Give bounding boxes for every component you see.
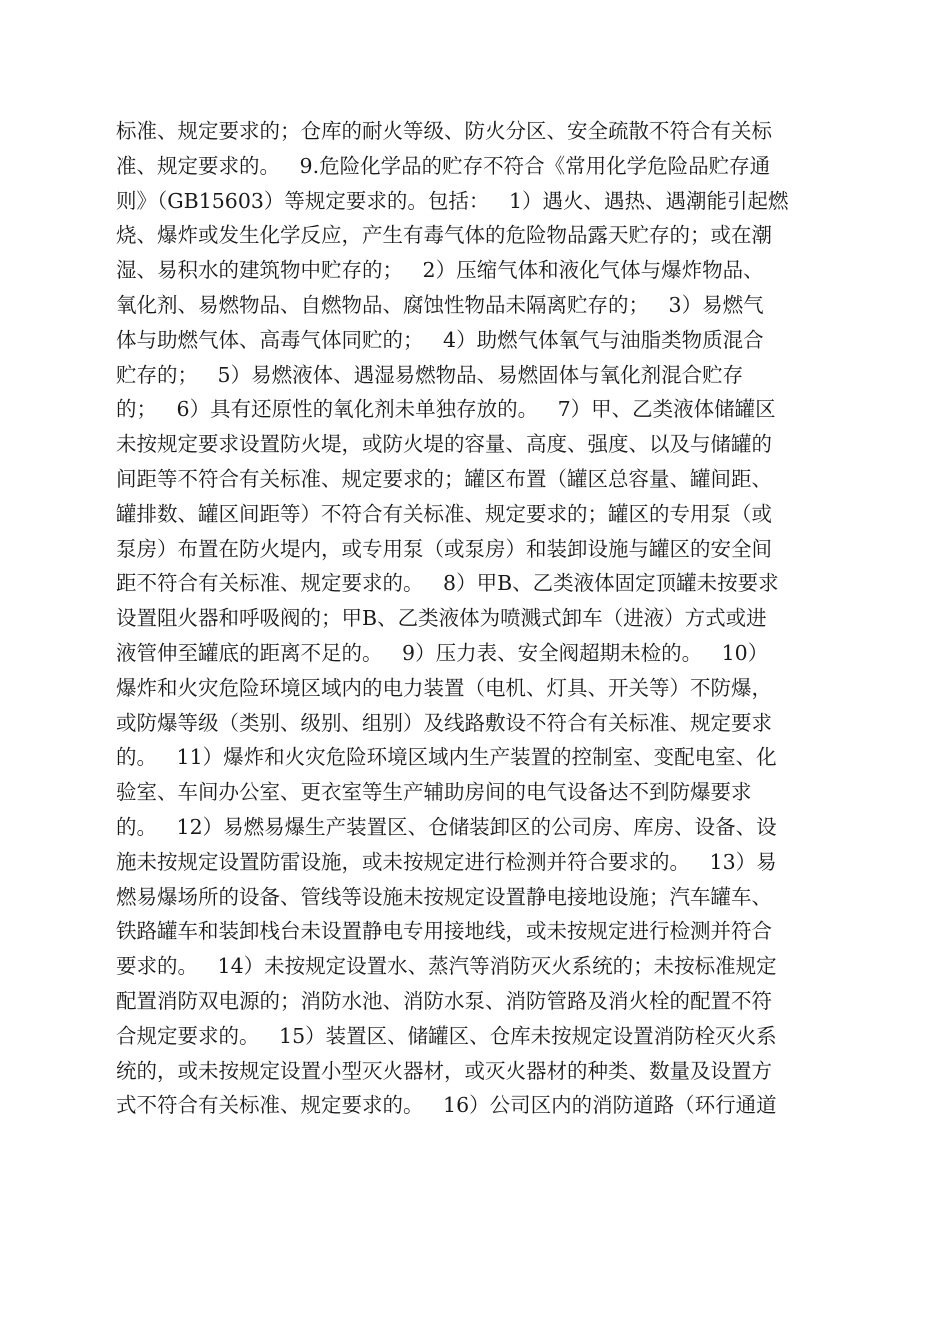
- text-line: 要求的。 14）未按规定设置水、蒸汽等消防灭火系统的；未按标准规定: [116, 954, 777, 979]
- text-line: 未按规定要求设置防火堤，或防火堤的容量、高度、强度、以及与储罐的: [116, 432, 772, 457]
- text-line: 准、规定要求的。 9.危险化学品的贮存不符合《常用化学危险品贮存通: [116, 153, 771, 178]
- text-line: 的； 6）具有还原性的氧化剂未单独存放的。 7）甲、乙类液体储罐区: [116, 397, 776, 422]
- text-line: 铁路罐车和装卸栈台未设置静电专用接地线，或未按规定进行检测并符合: [116, 919, 772, 944]
- text-line: 统的，或未按规定设置小型灭火器材，或灭火器材的种类、数量及设置方: [116, 1058, 772, 1083]
- text-line: 或防爆等级（类别、级别、组别）及线路敷设不符合有关标准、规定要求: [116, 710, 772, 735]
- text-line: 体与助燃气体、高毒气体同贮的； 4）助燃气体氧气与油脂类物质混合: [116, 327, 764, 352]
- text-line: 距不符合有关标准、规定要求的。 8）甲B、乙类液体固定顶罐未按要求: [116, 571, 779, 596]
- text-line: 则》（GB15603）等规定要求的。包括： 1）遇火、遇热、遇潮能引起燃: [116, 188, 789, 213]
- text-line: 氧化剂、易燃物品、自燃物品、腐蚀性物品未隔离贮存的； 3）易燃气: [116, 292, 764, 317]
- text-line: 燃易爆场所的设备、管线等设施未按规定设置静电接地设施；汽车罐车、: [116, 884, 772, 909]
- text-line: 验室、车间办公室、更衣室等生产辅助房间的电气设备达不到防爆要求: [116, 780, 752, 805]
- text-line: 罐排数、罐区间距等）不符合有关标准、规定要求的；罐区的专用泵（或: [116, 501, 772, 526]
- text-line: 的。 12）易燃易爆生产装置区、仓储装卸区的公司房、库房、设备、设: [116, 814, 777, 839]
- text-line: 间距等不符合有关标准、规定要求的；罐区布置（罐区总容量、罐间距、: [116, 466, 772, 491]
- text-line: 设置阻火器和呼吸阀的；甲B、乙类液体为喷溅式卸车（进液）方式或进: [116, 606, 767, 631]
- text-line: 烧、爆炸或发生化学反应，产生有毒气体的危险物品露天贮存的；或在潮: [116, 223, 772, 248]
- text-line: 泵房）布置在防火堤内，或专用泵（或泵房）和装卸设施与罐区的安全间: [116, 536, 772, 561]
- text-line: 施未按规定设置防雷设施，或未按规定进行检测并符合要求的。 13）易: [116, 849, 777, 874]
- body-text: [116, 114, 846, 1123]
- text-line: 液管伸至罐底的距离不足的。 9）压力表、安全阀超期未检的。 10）: [116, 640, 769, 665]
- text-line: 爆炸和火灾危险环境区域内的电力装置（电机、灯具、开关等）不防爆，: [116, 675, 772, 700]
- text-line: 标准、规定要求的；仓库的耐火等级、防火分区、安全疏散不符合有关标: [116, 119, 772, 143]
- text-line: 贮存的； 5）易燃液体、遇湿易燃物品、易燃固体与氧化剂混合贮存: [116, 362, 744, 387]
- text-line: 的。 11）爆炸和火灾危险环境区域内生产装置的控制室、变配电室、化: [116, 745, 777, 770]
- text-line: 式不符合有关标准、规定要求的。 16）公司区内的消防道路（环行通道: [116, 1093, 777, 1118]
- text-line: 湿、易积水的建筑物中贮存的； 2）压缩气体和液化气体与爆炸物品、: [116, 258, 764, 283]
- text-line: 合规定要求的。 15）装置区、储罐区、仓库未按规定设置消防栓灭火系: [116, 1023, 777, 1048]
- text-line: 配置消防双电源的；消防水池、消防水泵、消防管路及消火栓的配置不符: [116, 988, 772, 1013]
